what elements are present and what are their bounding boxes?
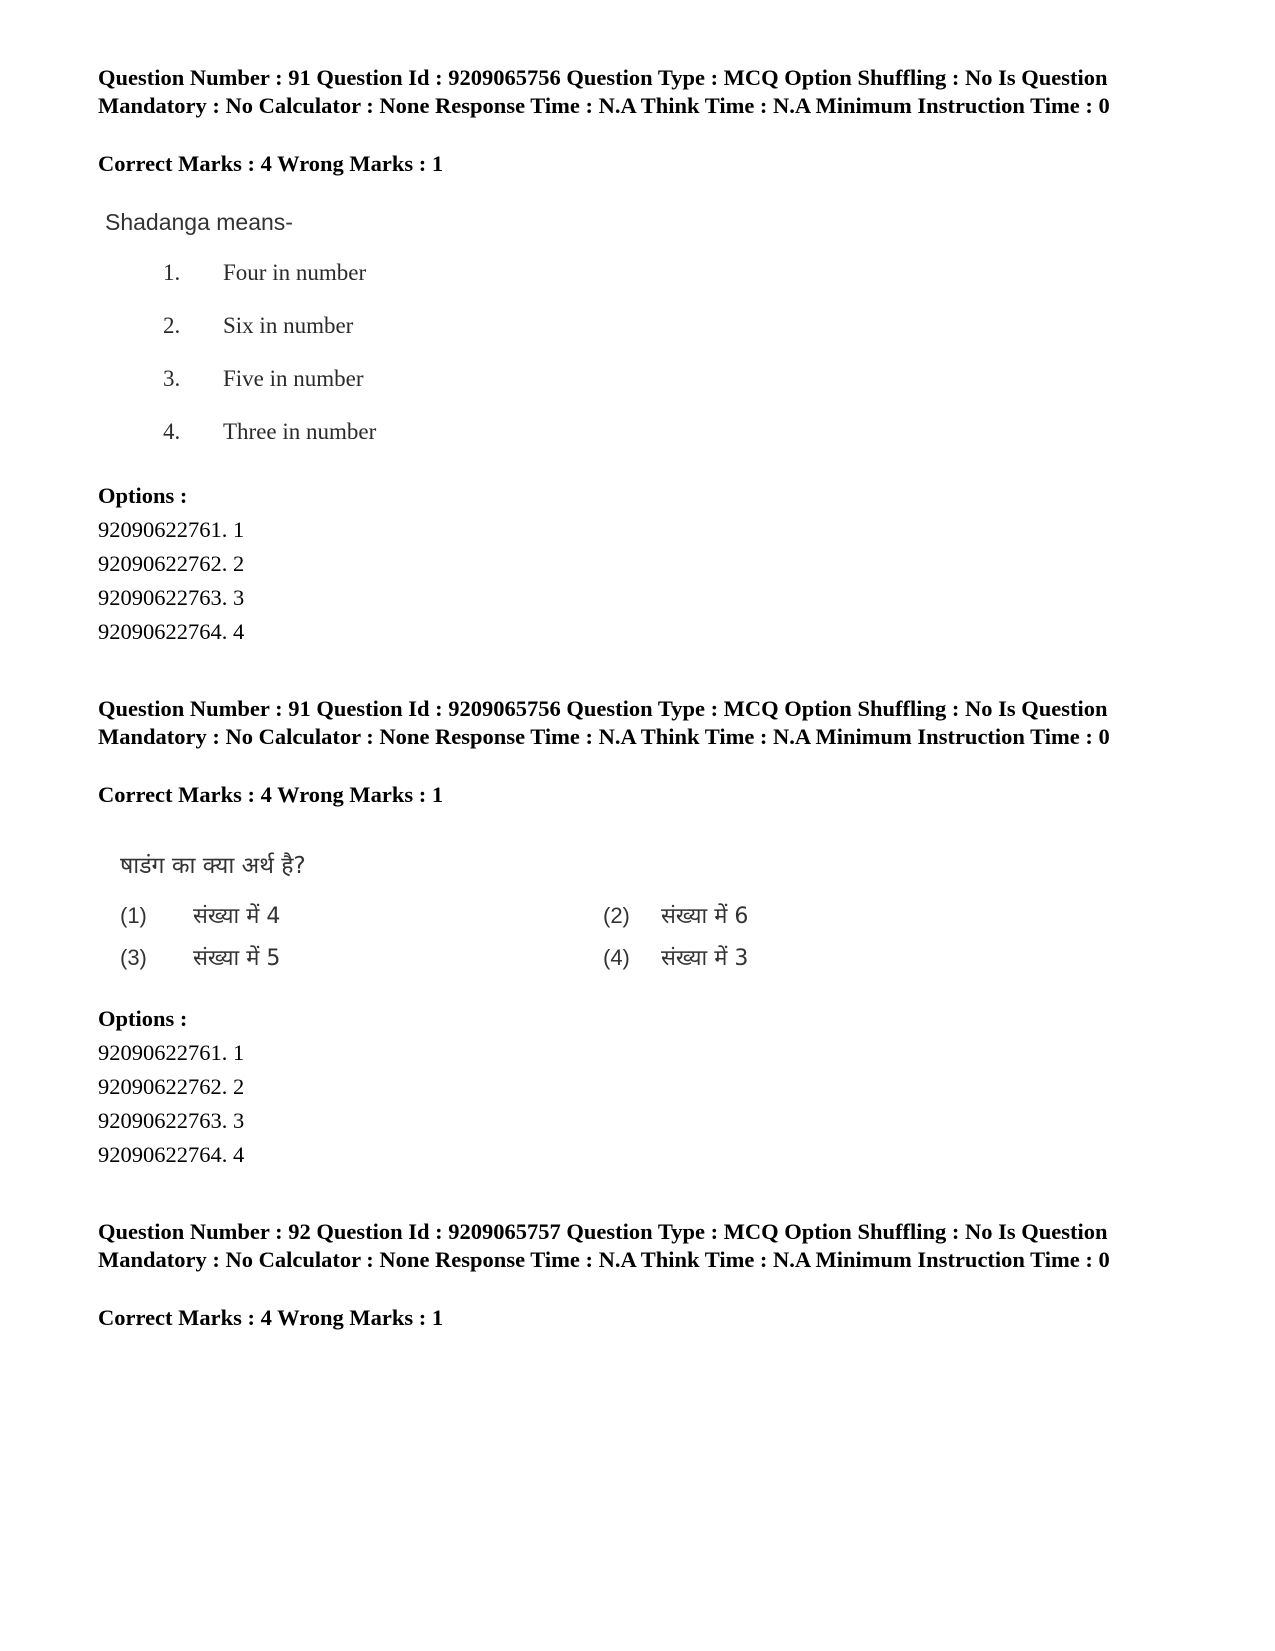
question-3-marks: Correct Marks : 4 Wrong Marks : 1 [98,1305,444,1330]
question-1-item-text: Five in number [223,366,364,391]
question-2-marks: Correct Marks : 4 Wrong Marks : 1 [98,782,444,807]
question-2-options-label: Options : [98,1006,188,1031]
question-2-item-number: (2) [603,903,630,928]
question-1-item-text: Six in number [223,313,354,338]
question-2-item-number: (4) [603,945,630,970]
question-1-option: 92090622762. 2 [98,551,245,576]
question-1-option: 92090622764. 4 [98,619,245,644]
question-1-item-number: 3. [163,366,181,391]
question-2-item-number: (3) [120,945,147,970]
question-2-option: 92090622764. 4 [98,1142,245,1167]
question-1-options-label: Options : [98,483,188,508]
question-2-option: 92090622762. 2 [98,1074,245,1099]
question-1-option: 92090622761. 1 [98,517,245,542]
question-1-marks: Correct Marks : 4 Wrong Marks : 1 [98,151,444,176]
question-2-item-text: संख्या में 3 [661,946,749,971]
question-1-meta: Question Number : 91 Question Id : 9209065756 Question Type : MCQ Option Shuffling : No Is Question Mandatory : No Calculator : None Response Time : N.A Think Time : N.A Minimum Instruction Time : 0 [98,65,1110,118]
question-2-item-text: संख्या में 5 [193,946,281,971]
question-2-item-text: संख्या में 4 [193,904,281,929]
question-1-option: 92090622763. 3 [98,585,245,610]
question-1-item-number: 1. [163,260,181,285]
question-1-item-number: 2. [163,313,181,338]
question-2-stem: षाडंग का क्या अर्थ है? [120,853,306,879]
question-2-item-number: (1) [120,903,147,928]
question-2-option: 92090622761. 1 [98,1040,245,1065]
question-1-item-number: 4. [163,419,181,444]
question-1-stem: Shadanga means- [105,209,293,235]
question-2-meta: Question Number : 91 Question Id : 9209065756 Question Type : MCQ Option Shuffling : No Is Question Mandatory : No Calculator : None Response Time : N.A Think Time : N.A Minimum Instruction Time : 0 [98,696,1110,749]
question-2-item-text: संख्या में 6 [661,904,749,929]
question-2-option: 92090622763. 3 [98,1108,245,1133]
question-1-item-text: Four in number [223,260,367,285]
question-3-meta: Question Number : 92 Question Id : 9209065757 Question Type : MCQ Option Shuffling : No Is Question Mandatory : No Calculator : None Response Time : N.A Think Time : N.A Minimum Instruction Time : 0 [98,1219,1110,1272]
question-1-item-text: Three in number [223,419,377,444]
